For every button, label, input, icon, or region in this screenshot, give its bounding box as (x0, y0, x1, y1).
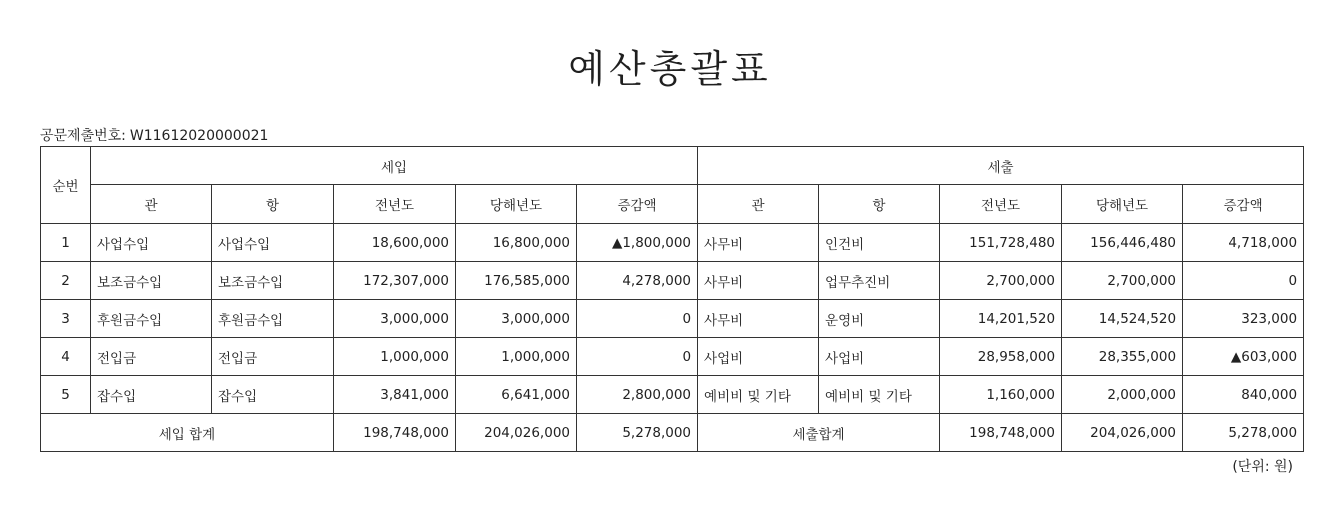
exp-change: 0 (1183, 262, 1304, 300)
budget-summary-table (40, 146, 1304, 452)
header-no: 순번 (41, 147, 91, 224)
exp-total-prev: 198,748,000 (940, 414, 1062, 452)
exp-prev: 2,700,000 (940, 262, 1062, 300)
exp-change: 323,000 (1183, 300, 1304, 338)
exp-curr: 2,000,000 (1062, 376, 1183, 414)
rev-hang: 잡수입 (212, 376, 334, 414)
table-row (41, 338, 1304, 376)
rev-change: 0 (577, 300, 698, 338)
header-rev-change: 증감액 (577, 185, 698, 224)
rev-hang: 후원금수입 (212, 300, 334, 338)
exp-hang: 인건비 (819, 224, 940, 262)
rev-curr: 1,000,000 (456, 338, 577, 376)
header-exp-hang: 항 (819, 185, 940, 224)
rev-prev: 3,841,000 (334, 376, 456, 414)
header-rev-prev-year: 전년도 (334, 185, 456, 224)
exp-total-label: 세출합계 (698, 414, 940, 452)
exp-gwan: 사무비 (698, 262, 819, 300)
exp-change: 840,000 (1183, 376, 1304, 414)
exp-curr: 156,446,480 (1062, 224, 1183, 262)
rev-gwan: 후원금수입 (91, 300, 212, 338)
exp-curr: 14,524,520 (1062, 300, 1183, 338)
exp-hang: 운영비 (819, 300, 940, 338)
unit-note: (단위: 원) (1232, 459, 1293, 475)
rev-curr: 16,800,000 (456, 224, 577, 262)
exp-total-curr: 204,026,000 (1062, 414, 1183, 452)
rev-gwan: 사업수입 (91, 224, 212, 262)
row-no: 2 (41, 262, 91, 300)
header-exp-change: 증감액 (1183, 185, 1304, 224)
rev-change: 0 (577, 338, 698, 376)
rev-prev: 18,600,000 (334, 224, 456, 262)
rev-hang: 보조금수입 (212, 262, 334, 300)
rev-gwan: 전입금 (91, 338, 212, 376)
header-rev-gwan: 관 (91, 185, 212, 224)
header-exp-curr-year: 당해년도 (1062, 185, 1183, 224)
header-expense: 세출 (698, 147, 1304, 185)
rev-total-label: 세입 합계 (41, 414, 334, 452)
table-row (41, 376, 1304, 414)
header-exp-prev-year: 전년도 (940, 185, 1062, 224)
table-row (41, 262, 1304, 300)
rev-total-curr: 204,026,000 (456, 414, 577, 452)
exp-change: 4,718,000 (1183, 224, 1304, 262)
header-row-sub (41, 185, 1304, 224)
row-no: 1 (41, 224, 91, 262)
exp-gwan: 사무비 (698, 224, 819, 262)
header-rev-curr-year: 당해년도 (456, 185, 577, 224)
exp-gwan: 예비비 및 기타 (698, 376, 819, 414)
rev-prev: 172,307,000 (334, 262, 456, 300)
rev-curr: 3,000,000 (456, 300, 577, 338)
header-exp-gwan: 관 (698, 185, 819, 224)
rev-curr: 176,585,000 (456, 262, 577, 300)
document-number-value: W11612020000021 (129, 128, 269, 144)
exp-gwan: 사무비 (698, 300, 819, 338)
exp-prev: 14,201,520 (940, 300, 1062, 338)
exp-change: ▲603,000 (1183, 338, 1304, 376)
header-rev-hang: 항 (212, 185, 334, 224)
table-row (41, 300, 1304, 338)
rev-prev: 3,000,000 (334, 300, 456, 338)
rev-gwan: 보조금수입 (91, 262, 212, 300)
exp-curr: 2,700,000 (1062, 262, 1183, 300)
rev-hang: 사업수입 (212, 224, 334, 262)
rev-change: 2,800,000 (577, 376, 698, 414)
rev-change: 4,278,000 (577, 262, 698, 300)
exp-curr: 28,355,000 (1062, 338, 1183, 376)
rev-curr: 6,641,000 (456, 376, 577, 414)
exp-hang: 업무추진비 (819, 262, 940, 300)
rev-total-prev: 198,748,000 (334, 414, 456, 452)
rev-prev: 1,000,000 (334, 338, 456, 376)
document-number-label: 공문제출번호: (40, 128, 126, 144)
rev-hang: 전입금 (212, 338, 334, 376)
exp-gwan: 사업비 (698, 338, 819, 376)
rev-total-change: 5,278,000 (577, 414, 698, 452)
rev-gwan: 잡수입 (91, 376, 212, 414)
exp-prev: 1,160,000 (940, 376, 1062, 414)
exp-hang: 예비비 및 기타 (819, 376, 940, 414)
exp-hang: 사업비 (819, 338, 940, 376)
exp-prev: 28,958,000 (940, 338, 1062, 376)
page-title: 예산총괄표 (568, 47, 772, 91)
table-row (41, 224, 1304, 262)
header-row-top (41, 147, 1304, 185)
row-no: 5 (41, 376, 91, 414)
header-revenue: 세입 (91, 147, 698, 185)
exp-total-change: 5,278,000 (1183, 414, 1304, 452)
document-number (40, 125, 268, 145)
row-no: 3 (41, 300, 91, 338)
rev-change: ▲1,800,000 (577, 224, 698, 262)
exp-prev: 151,728,480 (940, 224, 1062, 262)
totals-row (41, 414, 1304, 452)
row-no: 4 (41, 338, 91, 376)
